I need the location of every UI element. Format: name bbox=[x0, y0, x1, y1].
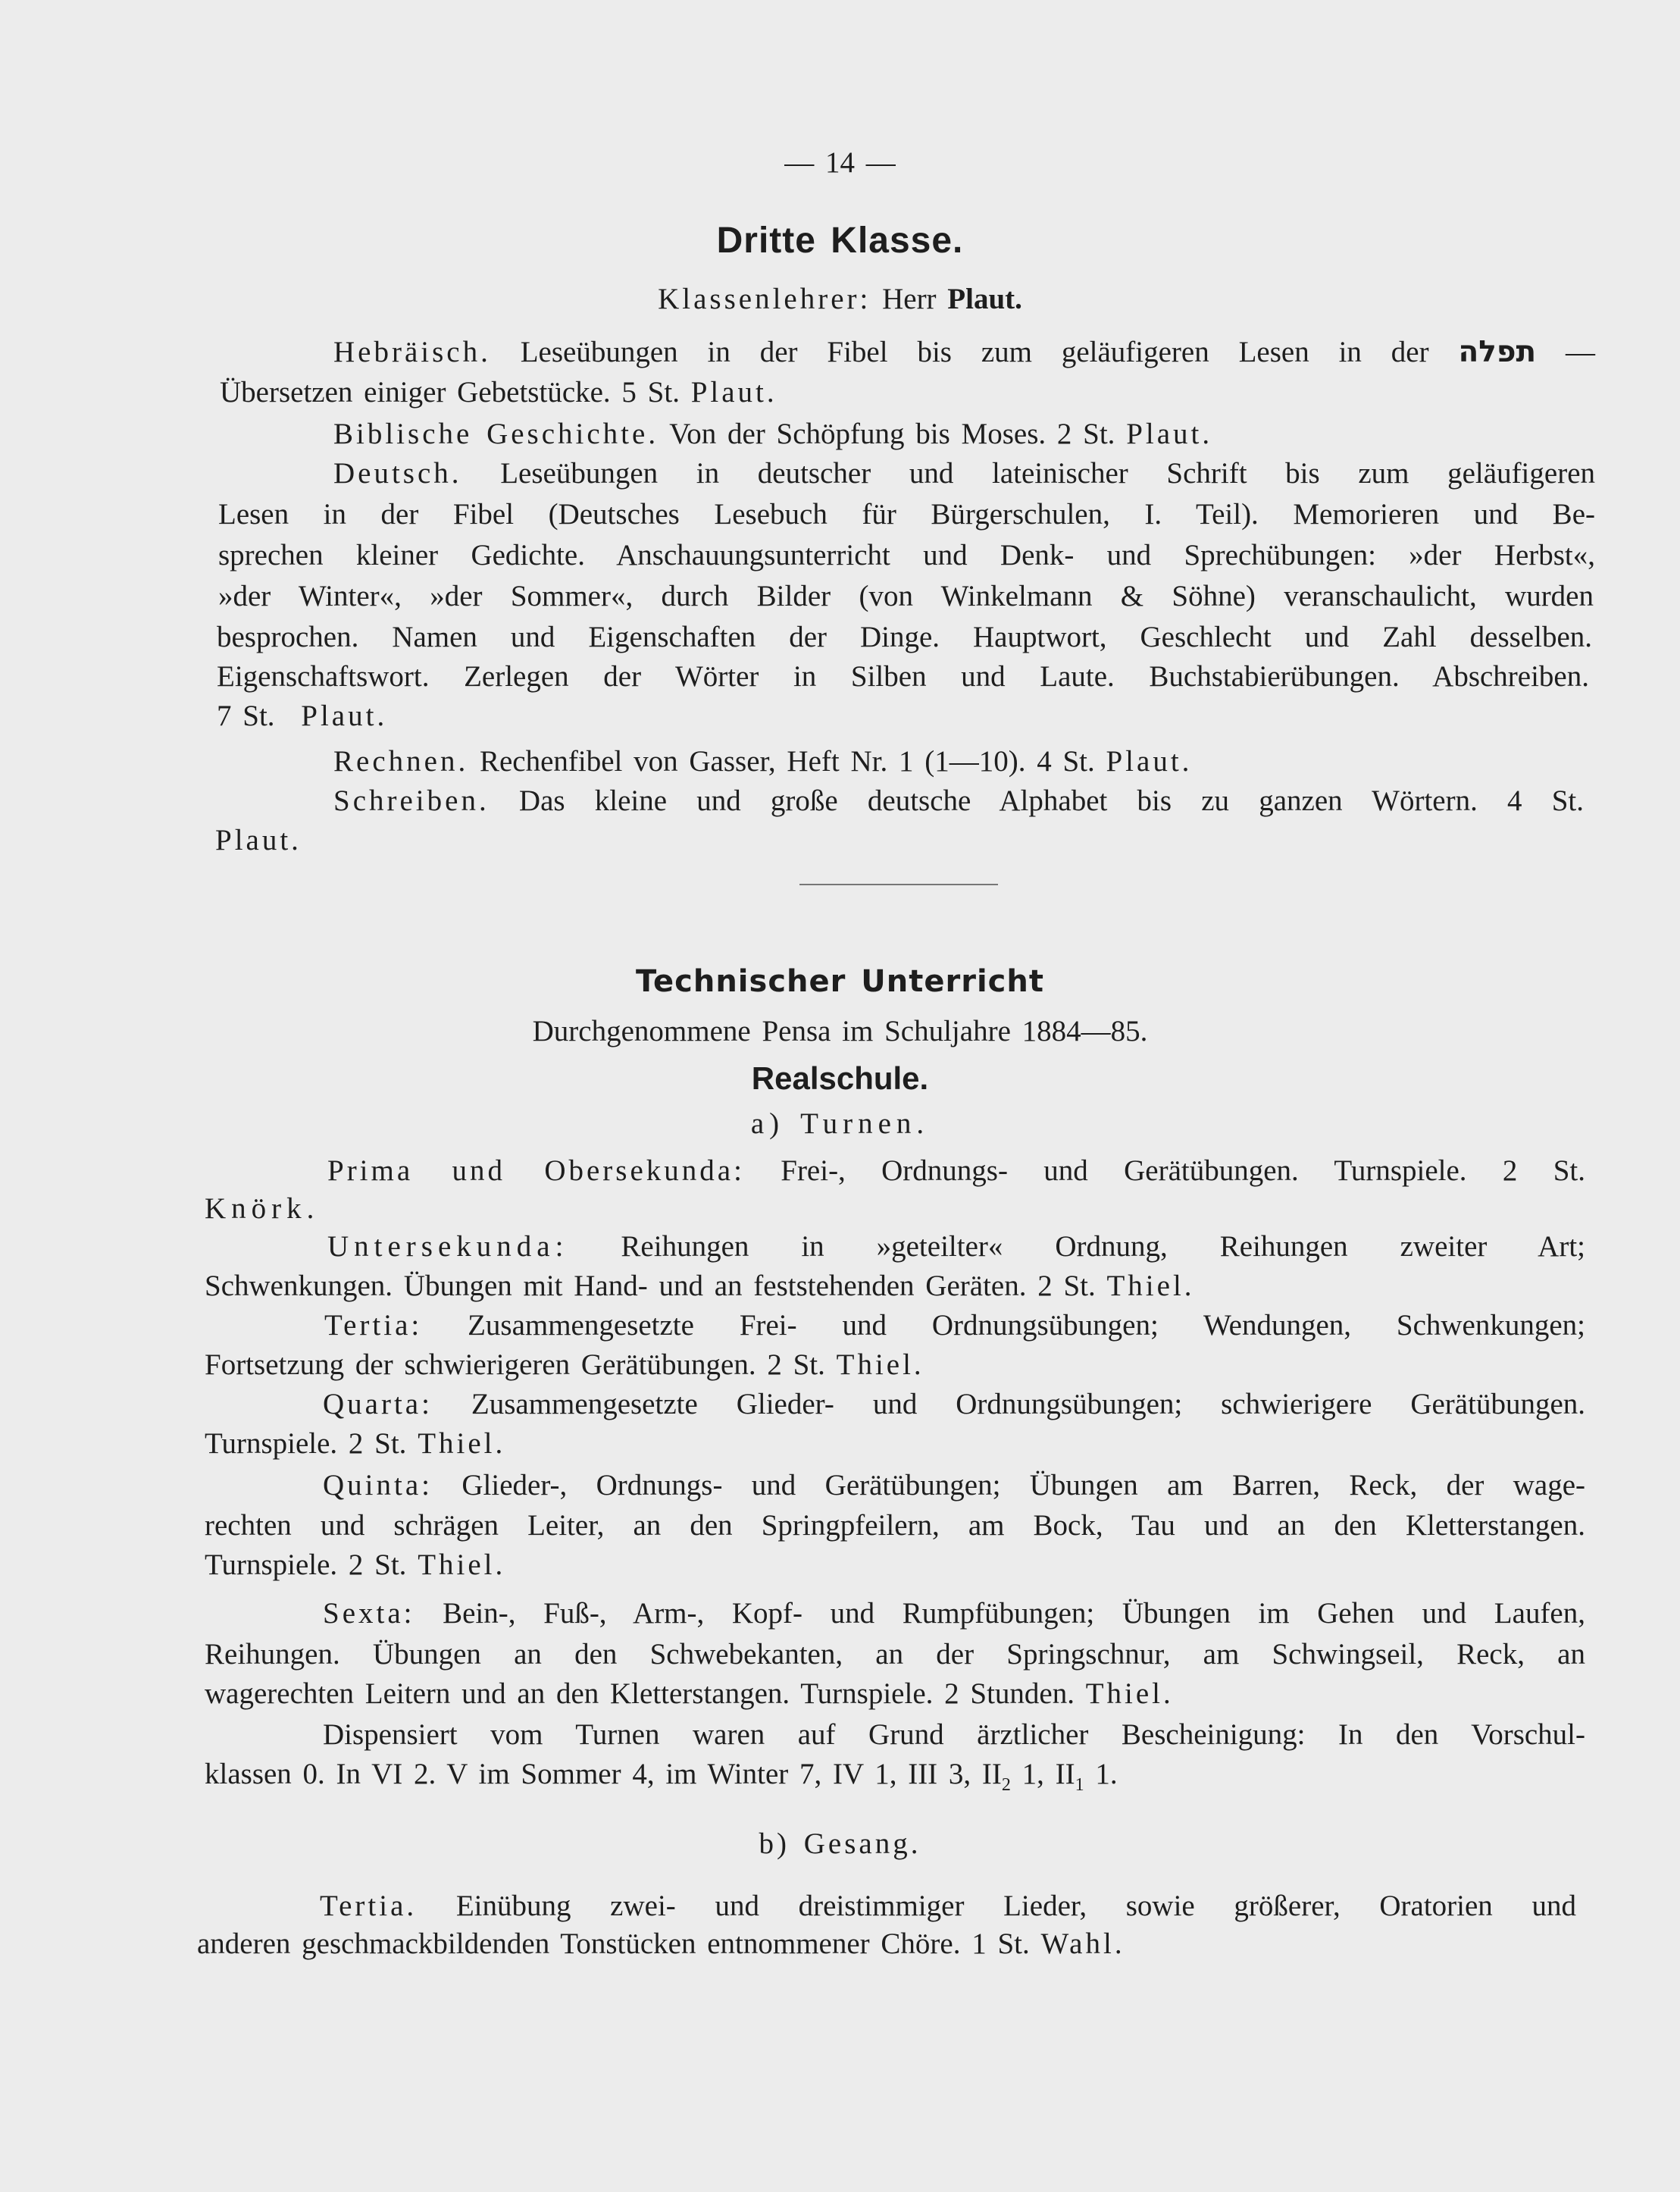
hebraeisch-line-2: Übersetzen einiger Gebetstücke. 5 St. Plaut. bbox=[220, 376, 777, 409]
deutsch-line-5: besprochen. Namen und Eigenschaften der Dinge. Hauptwort, Geschlecht und Zahl desselben. bbox=[217, 621, 1592, 653]
class-teacher-prefix: Herr bbox=[882, 283, 937, 315]
biblische-line: Biblische Geschichte. Von der Schöpfung bis Moses. 2 St. Plaut. bbox=[333, 418, 1213, 450]
sexta-teacher: Thiel. bbox=[1085, 1677, 1174, 1710]
dispensiert-line-2: klassen 0. In VI 2. V im Sommer 4, im Winter 7, IV 1, III 3, $II_2$ 1, $II_1$ 1. bbox=[205, 1758, 1118, 1795]
quinta-label: Quinta: bbox=[323, 1469, 433, 1502]
schreiben-teacher: Plaut. bbox=[215, 824, 302, 856]
prima-line-1: Prima und Obersekunda: Frei-, Ordnungs- und Gerätübungen. Turnspiele. 2 St. bbox=[327, 1154, 1585, 1187]
tertia-teacher: Thiel. bbox=[836, 1348, 924, 1381]
biblische-label: Biblische Geschichte. bbox=[333, 418, 659, 450]
deutsch-line-7: 7 St. Plaut. bbox=[217, 700, 388, 732]
prima-label: Prima und Obersekunda: bbox=[327, 1154, 745, 1187]
deutsch-line-2: Lesen in der Fibel (Deutsches Lesebuch für Bürgerschulen, I. Teil). Memorieren und Be- bbox=[218, 498, 1595, 531]
gesang-tertia-line-1: Tertia. Einübung zwei- und dreistimmiger Lieder, sowie größerer, Oratorien und bbox=[320, 1890, 1576, 1922]
schreiben-line-1: Schreiben. Das kleine und große deutsche Alphabet bis zu ganzen Wörtern. 4 St. bbox=[333, 784, 1585, 817]
deutsch-label: Deutsch. bbox=[333, 457, 462, 490]
deutsch-line-3: sprechen kleiner Gedichte. Anschauungsunterricht und Denk- und Sprechübungen: »der Herbst«, bbox=[218, 539, 1595, 571]
gesang-tertia-teacher: Wahl. bbox=[1040, 1927, 1125, 1960]
school-heading: Realschule. bbox=[751, 1060, 929, 1096]
technical-title: Technischer Unterricht bbox=[636, 964, 1044, 999]
sexta-line-1: Sexta: Bein-, Fuß-, Arm-, Kopf- und Rumpfübungen; Übungen im Gehen und Laufen, bbox=[323, 1597, 1585, 1630]
untersekunda-line-2: Schwenkungen. Übungen mit Hand- und an feststehenden Geräten. 2 St. Thiel. bbox=[205, 1270, 1195, 1302]
deutsch-line-4: »der Winter«, »der Sommer«, durch Bilder (von Winkelmann & Söhne) veranschaulicht, wurden bbox=[218, 580, 1594, 612]
hebraeisch-teacher: Plaut. bbox=[690, 376, 777, 409]
quarta-label: Quarta: bbox=[323, 1388, 433, 1420]
quarta-line-1: Quarta: Zusammengesetzte Glieder- und Ordnungsübungen; schwierigere Gerätübungen. bbox=[323, 1388, 1586, 1420]
class-teacher-label: Klassenlehrer: bbox=[658, 283, 871, 315]
turnen-heading: a) Turnen. bbox=[750, 1107, 930, 1140]
tertia-label: Tertia: bbox=[324, 1309, 423, 1342]
rechnen-line: Rechnen. Rechenfibel von Gasser, Heft Nr. 1 (1—10). 4 St. Plaut. bbox=[333, 745, 1193, 778]
gesang-tertia-label: Tertia. bbox=[320, 1890, 418, 1922]
sexta-line-2: Reihungen. Übungen an den Schwebekanten, an der Springschnur, am Schwingseil, Reck, an bbox=[205, 1638, 1585, 1671]
rechnen-label: Rechnen. bbox=[333, 745, 469, 778]
quarta-line-2: Turnspiele. 2 St. Thiel. bbox=[205, 1427, 506, 1460]
section-divider bbox=[799, 884, 998, 885]
quarta-teacher: Thiel. bbox=[418, 1427, 506, 1460]
sexta-label: Sexta: bbox=[323, 1597, 415, 1630]
prima-teacher: Knörk. bbox=[205, 1192, 320, 1225]
gesang-heading: b) Gesang. bbox=[759, 1827, 921, 1860]
quinta-line-2: rechten und schrägen Leiter, an den Springpfeilern, am Bock, Tau und an den Kletterstangen. bbox=[205, 1509, 1585, 1542]
deutsch-line-1: Deutsch. Leseübungen in deutscher und lateinischer Schrift bis zum geläufigeren bbox=[333, 457, 1596, 490]
page-number: — 14 — bbox=[784, 146, 896, 179]
technical-subtitle: Durchgenommene Pensa im Schuljahre 1884—85. bbox=[532, 1015, 1148, 1047]
deutsch-teacher: Plaut. bbox=[301, 700, 388, 732]
rechnen-teacher: Plaut. bbox=[1106, 745, 1193, 778]
hebraeisch-line-1: Hebräisch. Leseübungen in der Fibel bis zum geläufigeren Lesen in der תפלה — bbox=[333, 335, 1596, 369]
dispensiert-line-1: Dispensiert vom Turnen waren auf Grund ärztlicher Bescheinigung: In den Vorschul- bbox=[323, 1718, 1585, 1751]
untersekunda-label: Untersekunda: bbox=[327, 1230, 569, 1263]
hebraeisch-label: Hebräisch. bbox=[333, 336, 491, 368]
tertia-line-2: Fortsetzung der schwierigeren Gerätübungen. 2 St. Thiel. bbox=[205, 1348, 924, 1381]
class-title: Dritte Klasse. bbox=[716, 221, 964, 261]
untersekunda-line-1: Untersekunda: Reihungen in »geteilter« Ordnung, Reihungen zweiter Art; bbox=[327, 1230, 1586, 1263]
class-teacher-line bbox=[0, 280, 1680, 318]
gesang-tertia-line-2: anderen geschmackbildenden Tonstücken entnommener Chöre. 1 St. Wahl. bbox=[197, 1927, 1125, 1960]
hebrew-word: תפלה bbox=[1458, 335, 1537, 369]
quinta-line-3: Turnspiele. 2 St. Thiel. bbox=[205, 1548, 506, 1581]
quinta-teacher: Thiel. bbox=[418, 1548, 506, 1581]
class-teacher-name: Plaut. bbox=[947, 283, 1022, 315]
biblische-teacher: Plaut. bbox=[1126, 418, 1213, 450]
untersekunda-teacher: Thiel. bbox=[1106, 1270, 1195, 1302]
deutsch-line-6: Eigenschaftswort. Zerlegen der Wörter in Silben und Laute. Buchstabierübungen. Abschreiben. bbox=[217, 660, 1589, 693]
tertia-line-1: Tertia: Zusammengesetzte Frei- und Ordnungsübungen; Wendungen, Schwenkungen; bbox=[324, 1309, 1585, 1342]
schreiben-label: Schreiben. bbox=[333, 784, 490, 817]
quinta-line-1: Quinta: Glieder-, Ordnungs- und Gerätübungen; Übungen am Barren, Reck, der wage- bbox=[323, 1469, 1586, 1502]
sexta-line-3: wagerechten Leitern und an den Kletterstangen. Turnspiele. 2 Stunden. Thiel. bbox=[205, 1677, 1174, 1710]
